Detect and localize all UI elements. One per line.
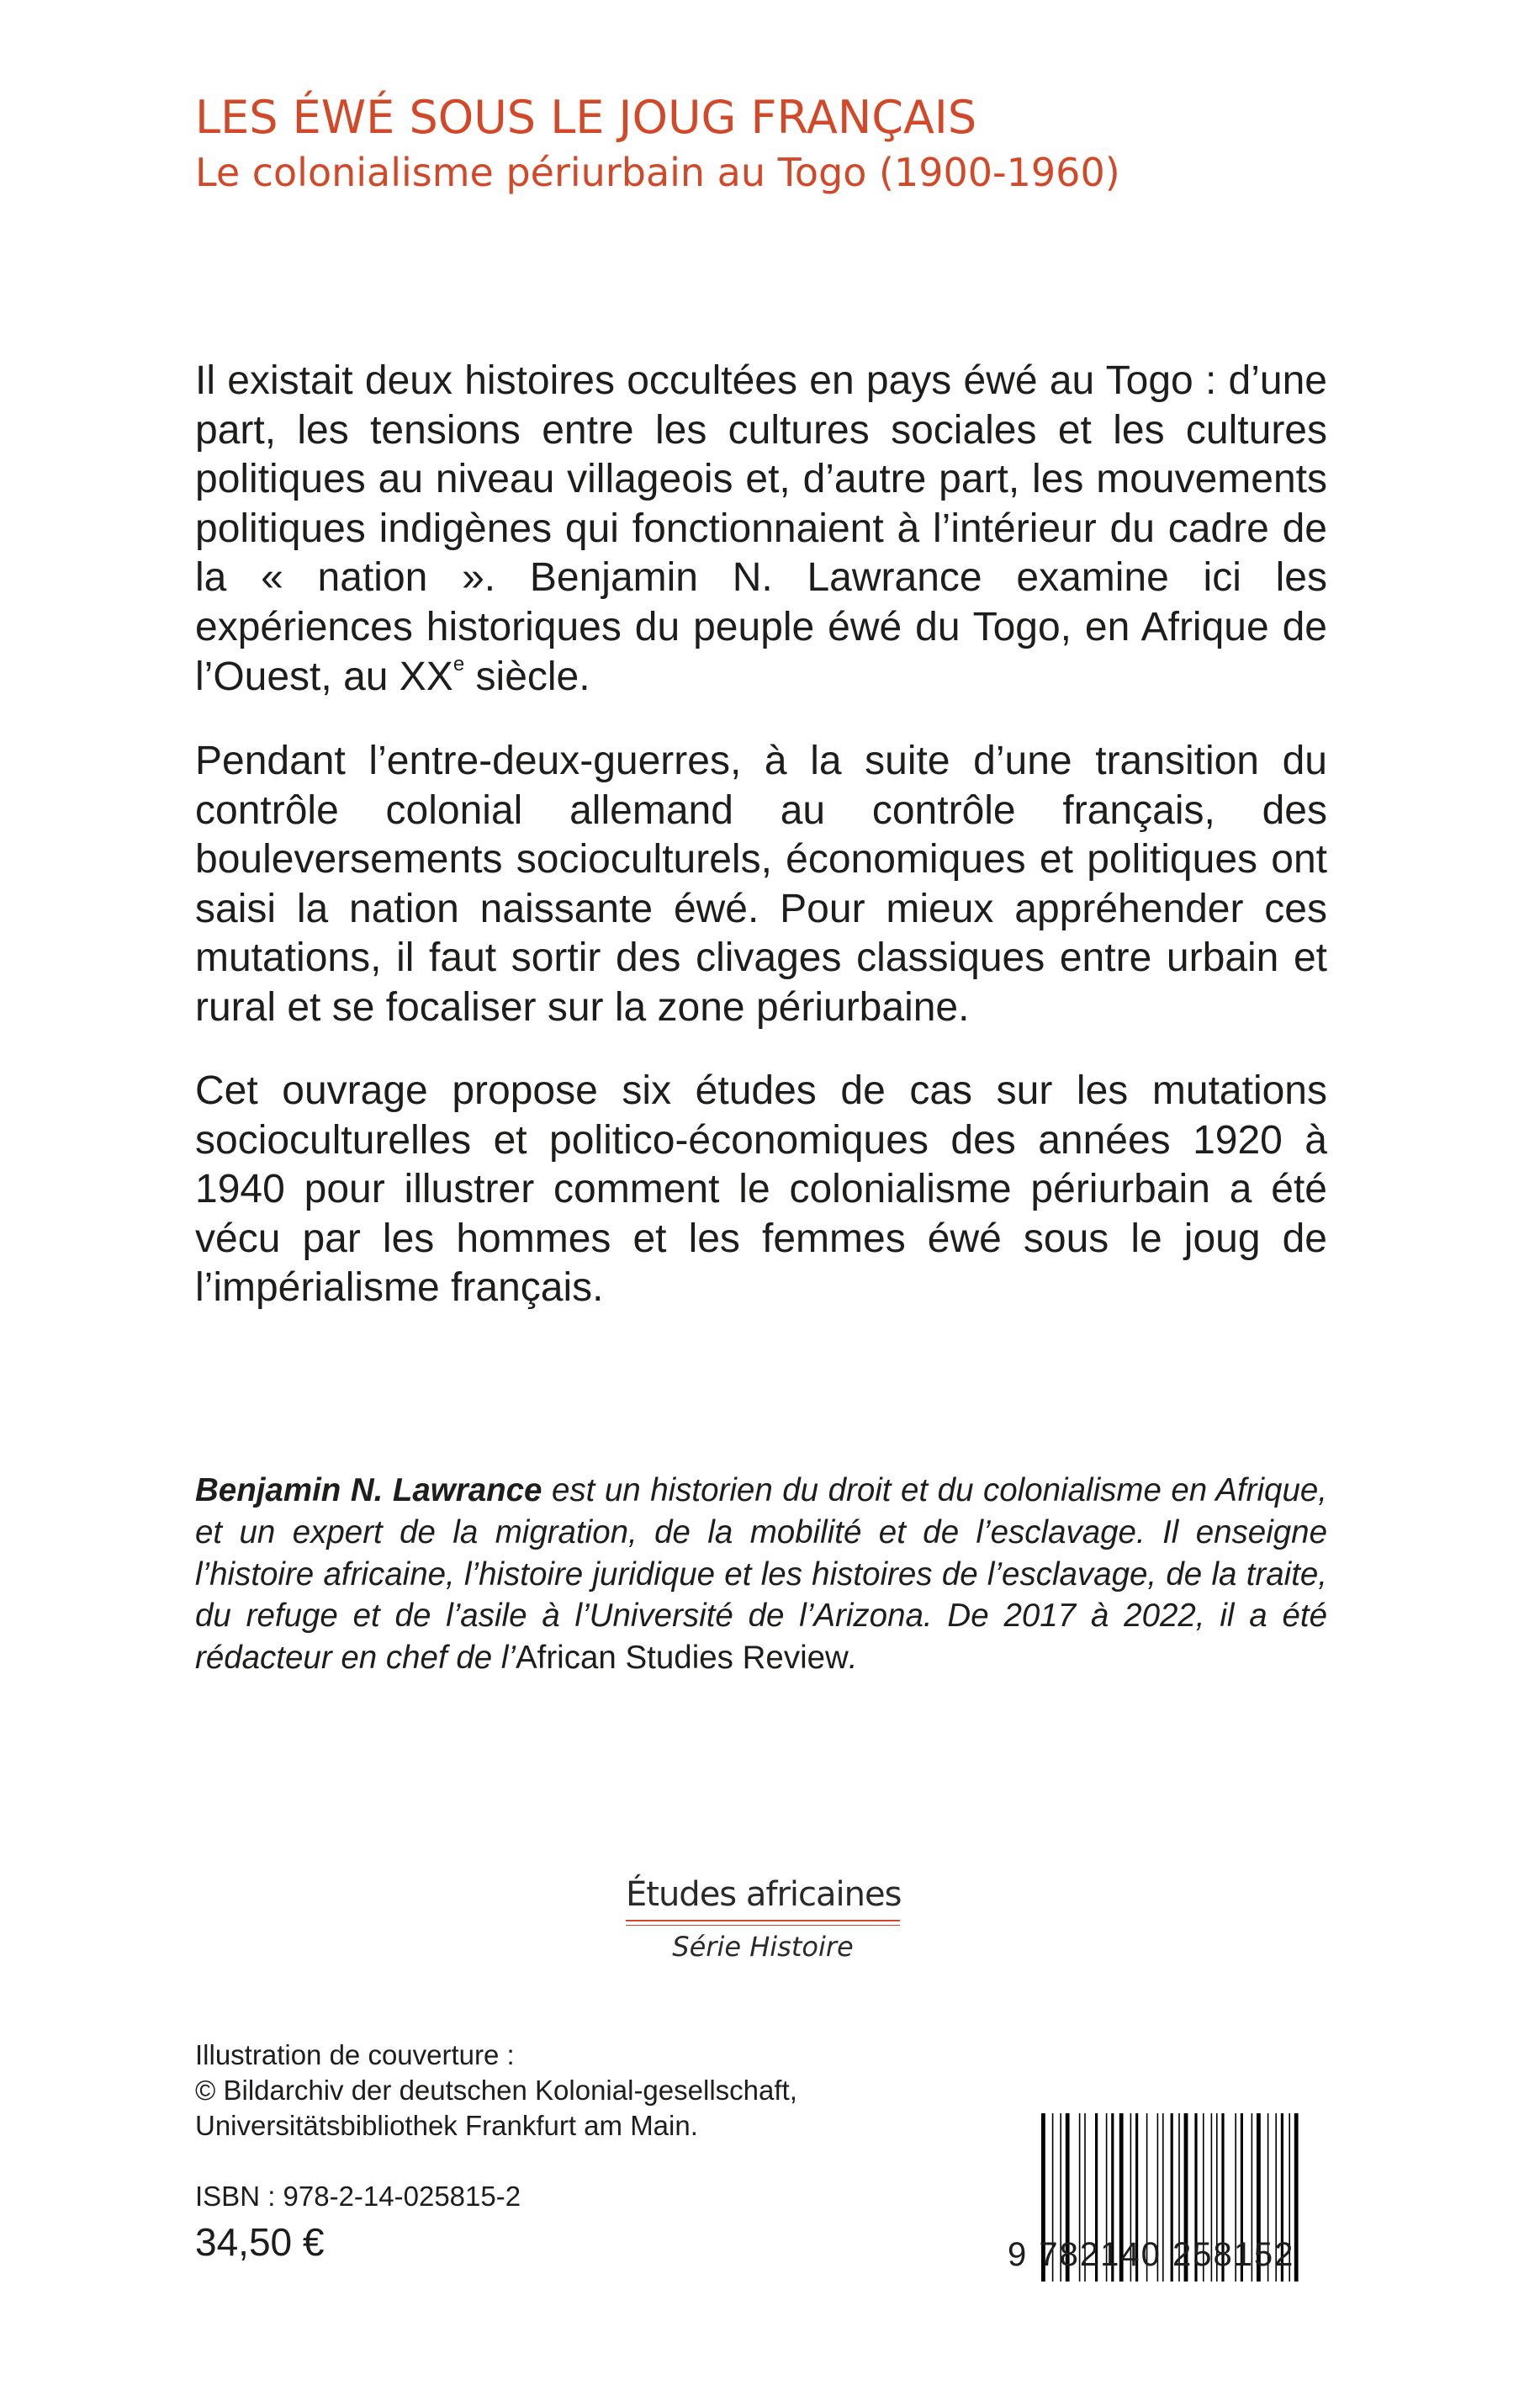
credits-line-3: Universitätsbibliothek Frankfurt am Main.	[195, 2110, 698, 2141]
cover-credits	[195, 2038, 797, 2144]
century-superscript: e	[452, 652, 465, 676]
isbn: ISBN : 978-2-14-025815-2	[195, 2181, 521, 2212]
summary-paragraph-1	[195, 357, 1327, 702]
credits-line-1: Illustration de couverture :	[195, 2039, 515, 2070]
series-logo	[626, 1874, 900, 1963]
author-bio-text: est un historien du droit et du colonialisme en Afrique, et un expert de la migration, de la mobilité et de l’esclavage. Il enseigne l’histoire africaine, l’histoire juridique et les histoires de l’esclavage, de la traite, du refuge et de l’asile à l’Université de l’Arizona. De 2017 à 2022, il a été rédacteur en chef de l’	[195, 1472, 1327, 1677]
author-bio-end: .	[848, 1640, 858, 1677]
credits-line-2: © Bildarchiv der deutschen Kolonial-gesellschaft,	[195, 2075, 797, 2106]
author-name: Benjamin N. Lawrance	[195, 1472, 542, 1508]
book-subtitle: Le colonialisme périurbain au Togo (1900-1960)	[195, 150, 1120, 195]
series-divider-thin	[626, 1925, 900, 1926]
series-name: Études africaines	[626, 1875, 902, 1914]
journal-name: African Studies Review	[515, 1640, 849, 1677]
summary-paragraph-2: Pendant l’entre-deux-guerres, à la suite d’une transition du contrôle colonial allemand au contrôle français, des bouleversements socioculturels, économiques et politiques ont saisi la nation naissante éwé. Pour mieux appréhender ces mutations, il faut sortir des clivages classiques entre urbain et rural et se focaliser sur la zone périurbaine.	[195, 739, 1327, 1030]
summary-paragraph-1-end: siècle.	[464, 654, 590, 699]
series-subseries: Série Histoire	[672, 1931, 854, 1963]
book-title: LES ÉWÉ SOUS LE JOUG FRANÇAIS	[195, 91, 977, 144]
summary-paragraph-1-text: Il existait deux histoires occultées en pays éwé au Togo : d’une part, les tensions entre les cultures sociales et les cultures politiques au niveau villageois et, d’autre part, les mouvements politiques indigènes qui fonctionnaient à l’intérieur du cadre de la « nation ». Benjamin N. Lawrance examine ici les expériences historiques du peuple éwé du Togo, en Afrique de l’Ouest, au XX	[195, 358, 1327, 699]
barcode-digits: 9 782140 258152	[1008, 2236, 1295, 2273]
series-divider	[626, 1920, 900, 1921]
summary-paragraph-3: Cet ouvrage propose six études de cas sur les mutations socioculturelles et politico-économiques des années 1920 à 1940 pour illustrer comment le colonialisme périurbain a été vécu par les hommes et les femmes éwé sous le joug de l’impérialisme français.	[195, 1068, 1327, 1311]
price: 34,50 €	[195, 2220, 325, 2264]
author-bio	[195, 1470, 1327, 1679]
